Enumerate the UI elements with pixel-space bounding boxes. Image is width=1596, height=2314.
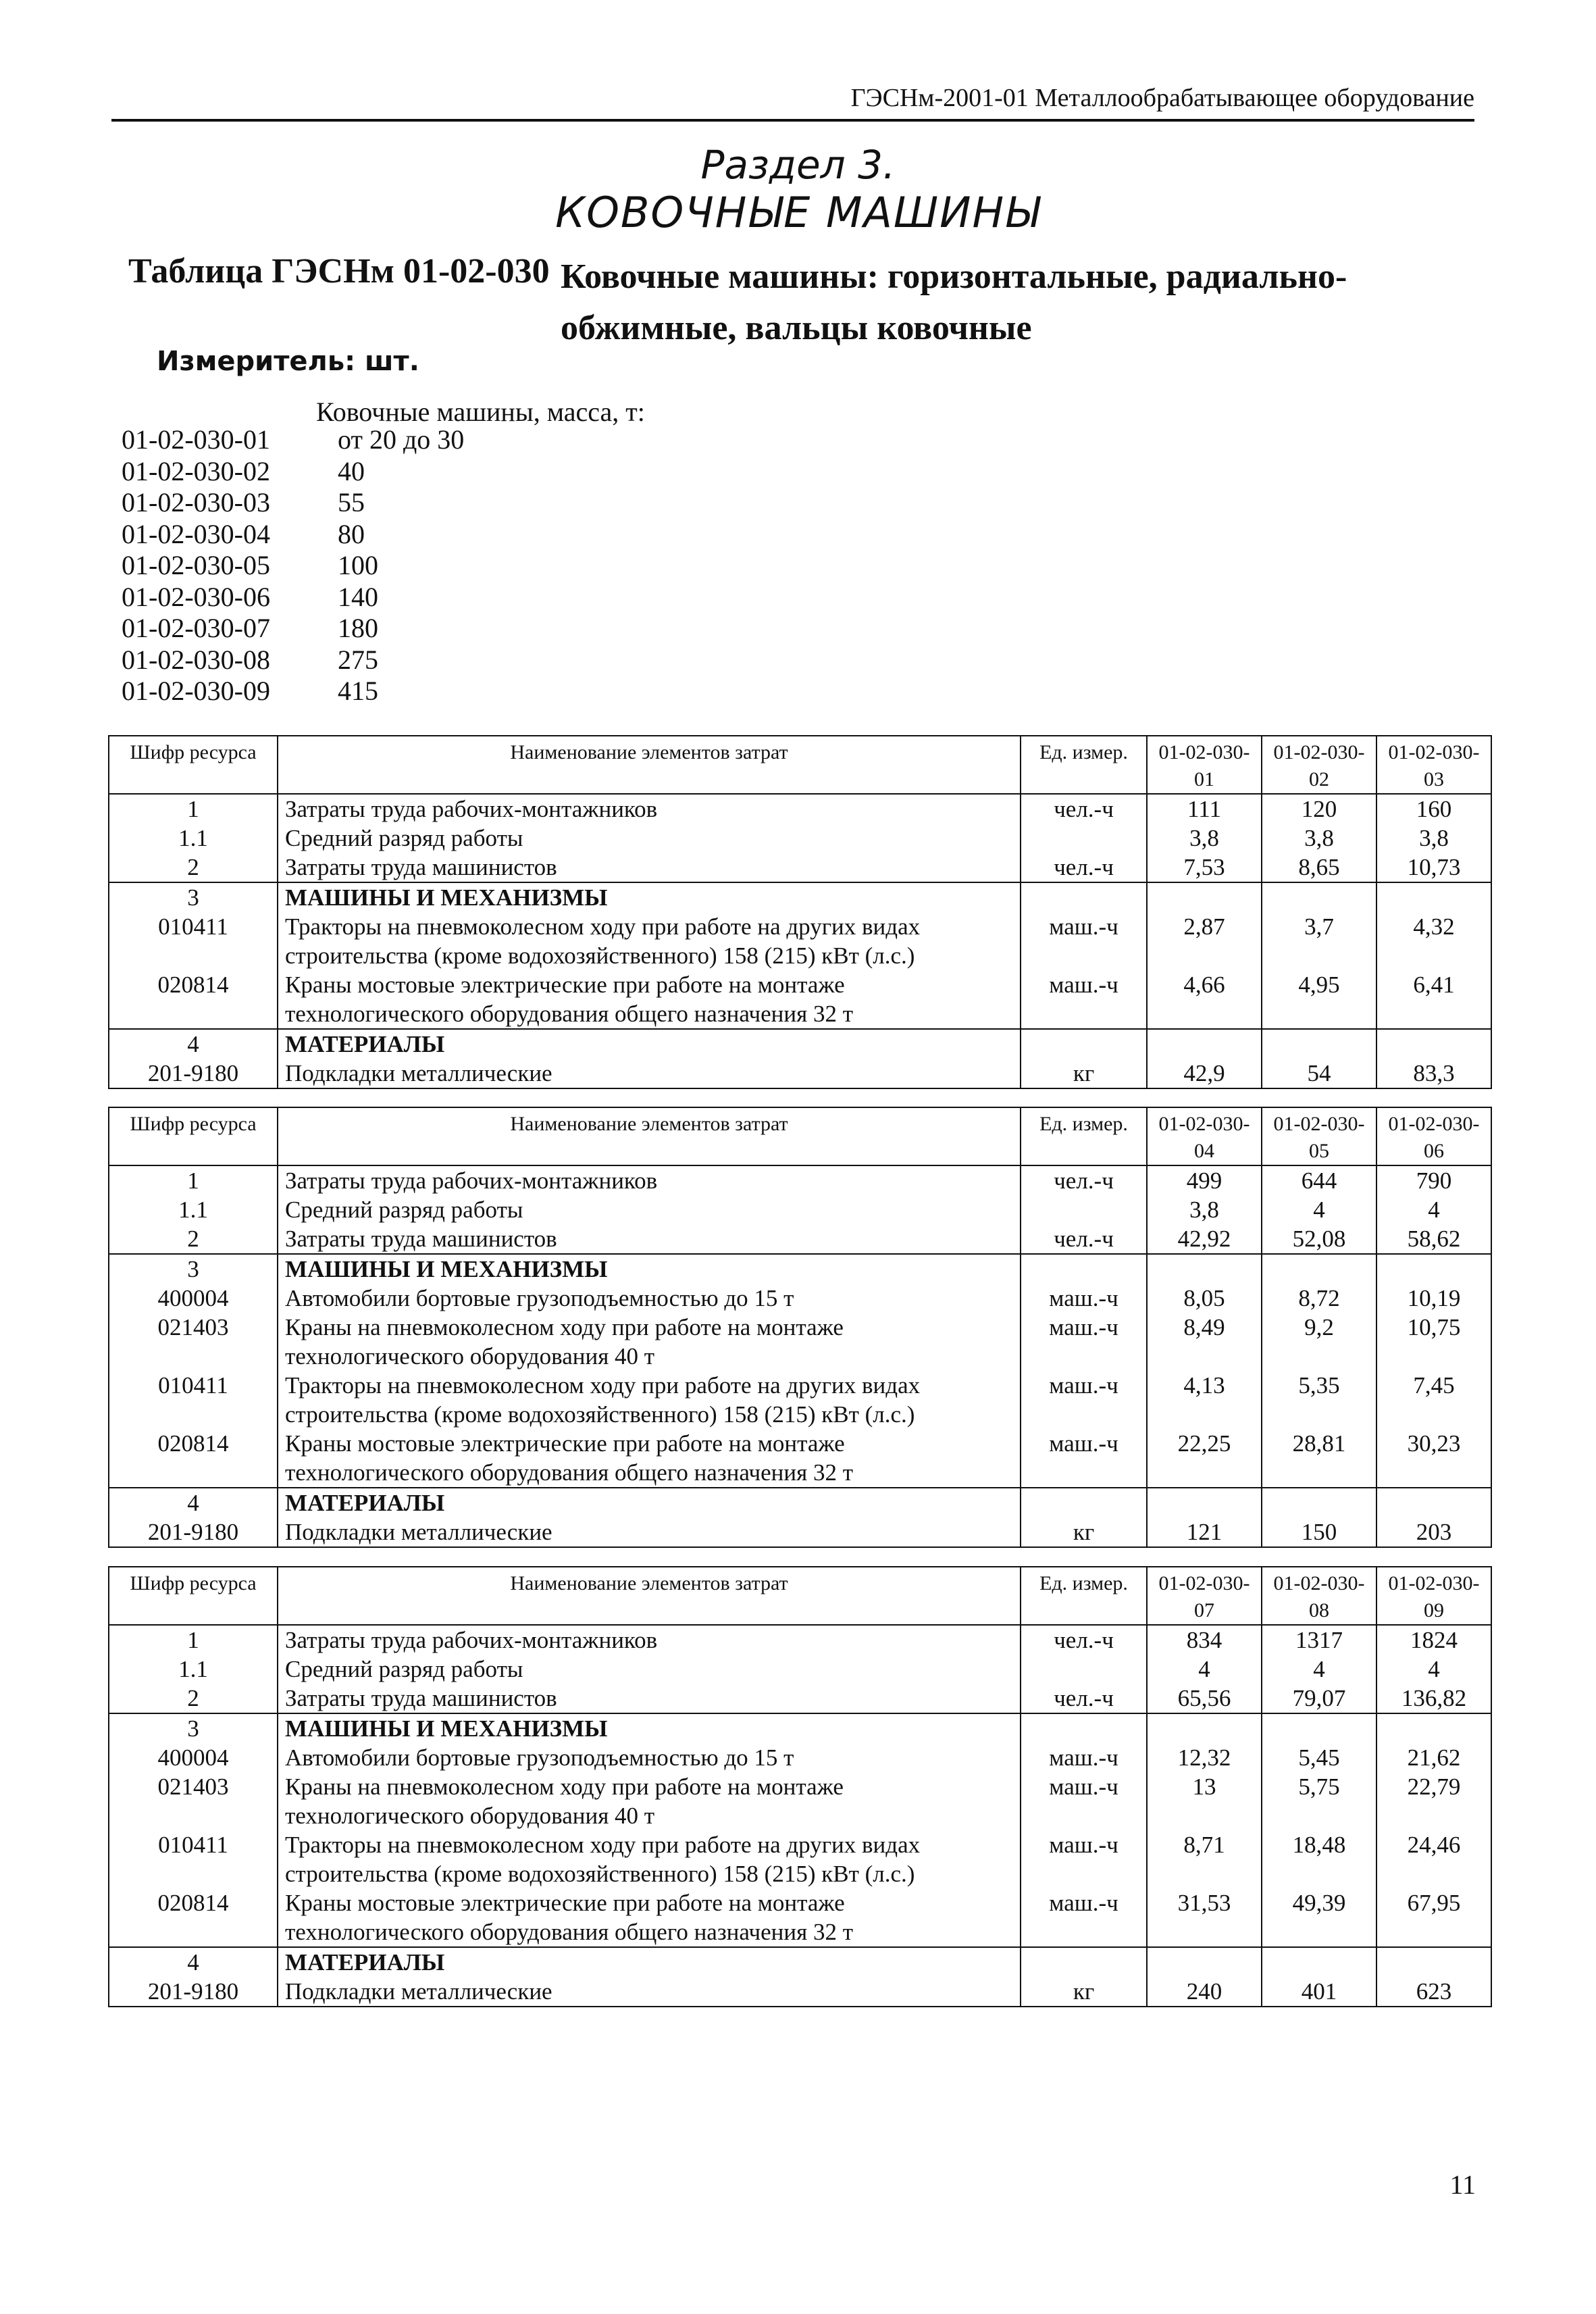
cost-name-cell: Средний разряд работы [278, 1655, 1021, 1684]
value-cell [1376, 1029, 1491, 1059]
value-cell: 6,41 [1376, 970, 1491, 1029]
value-cell: 121 [1147, 1517, 1262, 1547]
table-row [109, 1517, 1491, 1547]
section-row [109, 882, 1491, 912]
value-cell [1376, 1488, 1491, 1517]
section-title: КОВОЧНЫЕ МАШИНЫ [555, 188, 1041, 237]
cost-name-cell: МАШИНЫ И МЕХАНИЗМЫ [278, 1713, 1021, 1743]
cost-table-1 [108, 735, 1492, 1089]
table-row [109, 1371, 1491, 1429]
table-row [109, 1195, 1491, 1224]
value-cell: 49,39 [1262, 1888, 1376, 1947]
value-cell: 150 [1262, 1517, 1376, 1547]
table-row [109, 912, 1491, 970]
value-cell: 834 [1147, 1625, 1262, 1655]
unit-cell: маш.-ч [1021, 1888, 1147, 1947]
value-cell: 4,95 [1262, 970, 1376, 1029]
unit-cell: кг [1021, 1059, 1147, 1088]
cost-name-cell: Затраты труда рабочих-монтажников [278, 794, 1021, 824]
value-cell: 4 [1147, 1655, 1262, 1684]
unit-cell [1021, 1655, 1147, 1684]
value-cell [1262, 1254, 1376, 1284]
value-cell: 4 [1376, 1655, 1491, 1684]
header-norm-code: 01-02-030-06 [1376, 1107, 1491, 1165]
section-row [109, 1488, 1491, 1517]
value-cell: 67,95 [1376, 1888, 1491, 1947]
cost-name-cell: Краны на пневмоколесном ходу при работе на монтаже технологического оборудования 40 т [278, 1772, 1021, 1830]
value-cell: 120 [1262, 794, 1376, 824]
value-cell [1262, 1713, 1376, 1743]
table-row [109, 1772, 1491, 1830]
unit-cell: чел.-ч [1021, 1684, 1147, 1713]
mass-value: 55 [338, 487, 365, 518]
section-row [109, 1947, 1491, 1977]
value-cell [1147, 1713, 1262, 1743]
resource-code-cell: 1.1 [109, 1655, 278, 1684]
table-row [109, 1429, 1491, 1488]
unit-cell: чел.-ч [1021, 853, 1147, 882]
value-cell: 83,3 [1376, 1059, 1491, 1088]
resource-code-cell: 201-9180 [109, 1517, 278, 1547]
resource-code-cell: 020814 [109, 970, 278, 1029]
value-cell: 10,75 [1376, 1313, 1491, 1371]
resource-code-cell: 010411 [109, 1371, 278, 1429]
unit-cell: чел.-ч [1021, 794, 1147, 824]
resource-code: 01-02-030-06 [122, 581, 270, 612]
value-cell: 21,62 [1376, 1743, 1491, 1772]
unit-cell: маш.-ч [1021, 912, 1147, 970]
table-description: Ковочные машины: горизонтальные, радиально-обжимные, вальцы ковочные [561, 257, 1347, 347]
cost-name-cell: МАТЕРИАЛЫ [278, 1488, 1021, 1517]
table-header-row [109, 1107, 1491, 1165]
unit-cell [1021, 1254, 1147, 1284]
value-cell: 203 [1376, 1517, 1491, 1547]
mass-value: от 20 до 30 [338, 424, 465, 455]
value-cell: 13 [1147, 1772, 1262, 1830]
mass-value: 180 [338, 613, 378, 643]
value-cell [1262, 1947, 1376, 1977]
value-cell: 30,23 [1376, 1429, 1491, 1488]
value-cell: 9,2 [1262, 1313, 1376, 1371]
resource-code-cell: 3 [109, 1713, 278, 1743]
section-row [109, 1254, 1491, 1284]
header-cost-name: Наименование элементов затрат [278, 736, 1021, 794]
resource-code-cell: 400004 [109, 1284, 278, 1313]
table-row [109, 1284, 1491, 1313]
unit-cell [1021, 1195, 1147, 1224]
resource-code-cell: 3 [109, 1254, 278, 1284]
value-cell: 24,46 [1376, 1830, 1491, 1888]
value-cell: 58,62 [1376, 1224, 1491, 1254]
header-unit: Ед. измер. [1021, 1567, 1147, 1625]
unit-cell: маш.-ч [1021, 970, 1147, 1029]
value-cell: 8,05 [1147, 1284, 1262, 1313]
table-row [109, 1224, 1491, 1254]
value-cell: 3,8 [1147, 1195, 1262, 1224]
table-row [109, 1313, 1491, 1371]
header-norm-code: 01-02-030-04 [1147, 1107, 1262, 1165]
header-norm-code: 01-02-030-02 [1262, 736, 1376, 794]
code-line [122, 613, 378, 644]
value-cell: 4 [1262, 1195, 1376, 1224]
value-cell: 54 [1262, 1059, 1376, 1088]
resource-code-cell: 1 [109, 1625, 278, 1655]
value-cell [1147, 882, 1262, 912]
value-cell: 3,8 [1376, 824, 1491, 853]
code-line [122, 424, 464, 455]
table-row [109, 1655, 1491, 1684]
header-norm-code: 01-02-030-08 [1262, 1567, 1376, 1625]
unit-cell: маш.-ч [1021, 1284, 1147, 1313]
value-cell: 3,7 [1262, 912, 1376, 970]
code-line [122, 645, 378, 676]
value-cell: 8,71 [1147, 1830, 1262, 1888]
header-norm-code: 01-02-030-05 [1262, 1107, 1376, 1165]
code-line [122, 519, 365, 550]
resource-code: 01-02-030-01 [122, 424, 270, 455]
value-cell: 160 [1376, 794, 1491, 824]
mass-value: 275 [338, 644, 378, 675]
value-cell: 111 [1147, 794, 1262, 824]
cost-name-cell: Тракторы на пневмоколесном ходу при работе на других видах строительства (кроме водохозяйственного) 158 (215) кВт (л.с.) [278, 912, 1021, 970]
section-number: Раздел 3. [700, 142, 896, 188]
value-cell: 10,73 [1376, 853, 1491, 882]
cost-name-cell: Тракторы на пневмоколесном ходу при работе на других видах строительства (кроме водохозяйственного) 158 (215) кВт (л.с.) [278, 1830, 1021, 1888]
unit-cell: чел.-ч [1021, 1165, 1147, 1195]
value-cell [1262, 882, 1376, 912]
cost-name-cell: МАТЕРИАЛЫ [278, 1947, 1021, 1977]
table-row [109, 824, 1491, 853]
table-row [109, 1830, 1491, 1888]
value-cell: 136,82 [1376, 1684, 1491, 1713]
header-norm-code: 01-02-030-01 [1147, 736, 1262, 794]
cost-name-cell: Затраты труда машинистов [278, 853, 1021, 882]
resource-code-cell: 2 [109, 1224, 278, 1254]
cost-table-3 [108, 1566, 1492, 2007]
header-resource-code: Шифр ресурса [109, 1107, 278, 1165]
value-cell: 4 [1376, 1195, 1491, 1224]
resource-code-cell: 1.1 [109, 1195, 278, 1224]
header-cost-name: Наименование элементов затрат [278, 1107, 1021, 1165]
value-cell: 5,35 [1262, 1371, 1376, 1429]
table-row [109, 1743, 1491, 1772]
table-row [109, 1888, 1491, 1947]
resource-code-cell: 010411 [109, 1830, 278, 1888]
value-cell: 42,9 [1147, 1059, 1262, 1088]
value-cell: 623 [1376, 1977, 1491, 2007]
value-cell: 240 [1147, 1977, 1262, 2007]
table-row [109, 1684, 1491, 1713]
codes-caption: Ковочные машины, масса, т: [316, 397, 645, 427]
header-norm-code: 01-02-030-03 [1376, 736, 1491, 794]
cost-name-cell: Автомобили бортовые грузоподъемностью до 15 т [278, 1284, 1021, 1313]
resource-code-cell: 020814 [109, 1888, 278, 1947]
value-cell: 18,48 [1262, 1830, 1376, 1888]
value-cell: 31,53 [1147, 1888, 1262, 1947]
value-cell: 7,45 [1376, 1371, 1491, 1429]
value-cell [1376, 1254, 1491, 1284]
value-cell [1376, 1713, 1491, 1743]
unit-cell [1021, 1029, 1147, 1059]
resource-code: 01-02-030-03 [122, 487, 270, 518]
table-header-row [109, 1567, 1491, 1625]
header-resource-code: Шифр ресурса [109, 736, 278, 794]
value-cell: 22,25 [1147, 1429, 1262, 1488]
header-resource-code: Шифр ресурса [109, 1567, 278, 1625]
table-label: Таблица ГЭСНм 01-02-030 [128, 252, 550, 291]
code-line [122, 487, 365, 518]
cost-name-cell: Средний разряд работы [278, 824, 1021, 853]
unit-cell: маш.-ч [1021, 1313, 1147, 1371]
mass-value: 140 [338, 581, 378, 612]
resource-code-cell: 020814 [109, 1429, 278, 1488]
unit-cell [1021, 1947, 1147, 1977]
value-cell [1376, 882, 1491, 912]
unit-cell [1021, 824, 1147, 853]
table-row [109, 853, 1491, 882]
cost-name-cell: Затраты труда машинистов [278, 1684, 1021, 1713]
code-line [122, 456, 365, 487]
cost-name-cell: Автомобили бортовые грузоподъемностью до 15 т [278, 1743, 1021, 1772]
value-cell: 5,45 [1262, 1743, 1376, 1772]
unit-cell [1021, 1488, 1147, 1517]
cost-name-cell: МАШИНЫ И МЕХАНИЗМЫ [278, 882, 1021, 912]
table-row [109, 794, 1491, 824]
value-cell [1147, 1488, 1262, 1517]
resource-code-cell: 2 [109, 1684, 278, 1713]
running-header: ГЭСНм-2001-01 Металлообрабатывающее оборудование [111, 82, 1474, 122]
unit-cell: маш.-ч [1021, 1772, 1147, 1830]
resource-code-cell: 4 [109, 1488, 278, 1517]
unit-cell: чел.-ч [1021, 1224, 1147, 1254]
unit-cell: маш.-ч [1021, 1743, 1147, 1772]
value-cell: 8,72 [1262, 1284, 1376, 1313]
resource-code: 01-02-030-04 [122, 518, 270, 549]
table-row [109, 1165, 1491, 1195]
resource-code-cell: 1 [109, 1165, 278, 1195]
unit-cell: чел.-ч [1021, 1625, 1147, 1655]
resource-code: 01-02-030-08 [122, 644, 270, 675]
value-cell: 79,07 [1262, 1684, 1376, 1713]
cost-table-2 [108, 1107, 1492, 1548]
mass-value: 100 [338, 550, 378, 580]
table-header-row [109, 736, 1491, 794]
resource-code-cell: 3 [109, 882, 278, 912]
value-cell: 499 [1147, 1165, 1262, 1195]
cost-name-cell: Средний разряд работы [278, 1195, 1021, 1224]
cost-name-cell: Подкладки металлические [278, 1517, 1021, 1547]
unit-cell [1021, 882, 1147, 912]
value-cell: 8,65 [1262, 853, 1376, 882]
resource-code-cell: 010411 [109, 912, 278, 970]
value-cell: 22,79 [1376, 1772, 1491, 1830]
table-row [109, 1977, 1491, 2007]
value-cell: 4,13 [1147, 1371, 1262, 1429]
value-cell: 12,32 [1147, 1743, 1262, 1772]
unit-cell: маш.-ч [1021, 1371, 1147, 1429]
value-cell [1262, 1488, 1376, 1517]
header-norm-code: 01-02-030-09 [1376, 1567, 1491, 1625]
value-cell: 42,92 [1147, 1224, 1262, 1254]
code-line [122, 550, 378, 581]
resource-code-cell: 4 [109, 1947, 278, 1977]
value-cell: 3,8 [1147, 824, 1262, 853]
resource-code: 01-02-030-02 [122, 455, 270, 486]
value-cell: 3,8 [1262, 824, 1376, 853]
value-cell [1376, 1947, 1491, 1977]
value-cell: 2,87 [1147, 912, 1262, 970]
resource-code-cell: 1 [109, 794, 278, 824]
cost-name-cell: Подкладки металлические [278, 1977, 1021, 2007]
unit-cell [1021, 1713, 1147, 1743]
resource-code-cell: 201-9180 [109, 1977, 278, 2007]
value-cell: 790 [1376, 1165, 1491, 1195]
value-cell: 4 [1262, 1655, 1376, 1684]
code-line [122, 676, 378, 707]
unit-cell: маш.-ч [1021, 1830, 1147, 1888]
cost-name-cell: Краны мостовые электрические при работе на монтаже технологического оборудования общего назначения 32 т [278, 970, 1021, 1029]
cost-name-cell: Затраты труда машинистов [278, 1224, 1021, 1254]
value-cell: 1317 [1262, 1625, 1376, 1655]
header-cost-name: Наименование элементов затрат [278, 1567, 1021, 1625]
value-cell [1147, 1947, 1262, 1977]
resource-code-cell: 1.1 [109, 824, 278, 853]
header-norm-code: 01-02-030-07 [1147, 1567, 1262, 1625]
code-line [122, 582, 378, 613]
resource-code-cell: 201-9180 [109, 1059, 278, 1088]
value-cell: 1824 [1376, 1625, 1491, 1655]
resource-code-cell: 400004 [109, 1743, 278, 1772]
value-cell: 4,66 [1147, 970, 1262, 1029]
section-row [109, 1029, 1491, 1059]
cost-name-cell: Затраты труда рабочих-монтажников [278, 1625, 1021, 1655]
cost-name-cell: МАШИНЫ И МЕХАНИЗМЫ [278, 1254, 1021, 1284]
value-cell: 644 [1262, 1165, 1376, 1195]
resource-code-cell: 021403 [109, 1313, 278, 1371]
resource-code-cell: 4 [109, 1029, 278, 1059]
value-cell: 10,19 [1376, 1284, 1491, 1313]
value-cell [1147, 1254, 1262, 1284]
cost-name-cell: Краны мостовые электрические при работе на монтаже технологического оборудования общего назначения 32 т [278, 1429, 1021, 1488]
value-cell: 4,32 [1376, 912, 1491, 970]
unit-cell: кг [1021, 1517, 1147, 1547]
mass-value: 415 [338, 676, 378, 706]
header-unit: Ед. измер. [1021, 736, 1147, 794]
cost-name-cell: Краны мостовые электрические при работе на монтаже технологического оборудования общего назначения 32 т [278, 1888, 1021, 1947]
page-number: 11 [1449, 2169, 1476, 2200]
cost-name-cell: МАТЕРИАЛЫ [278, 1029, 1021, 1059]
meter-unit: Измеритель: шт. [157, 346, 419, 377]
resource-code: 01-02-030-09 [122, 676, 270, 706]
header-unit: Ед. измер. [1021, 1107, 1147, 1165]
unit-cell: маш.-ч [1021, 1429, 1147, 1488]
resource-code: 01-02-030-05 [122, 550, 270, 580]
resource-code-cell: 2 [109, 853, 278, 882]
value-cell: 65,56 [1147, 1684, 1262, 1713]
resource-code: 01-02-030-07 [122, 613, 270, 643]
value-cell [1262, 1029, 1376, 1059]
value-cell: 401 [1262, 1977, 1376, 2007]
value-cell [1147, 1029, 1262, 1059]
value-cell: 28,81 [1262, 1429, 1376, 1488]
value-cell: 5,75 [1262, 1772, 1376, 1830]
section-row [109, 1713, 1491, 1743]
table-row [109, 1059, 1491, 1088]
resource-code-cell: 021403 [109, 1772, 278, 1830]
value-cell: 7,53 [1147, 853, 1262, 882]
value-cell: 8,49 [1147, 1313, 1262, 1371]
mass-value: 80 [338, 518, 365, 549]
cost-name-cell: Подкладки металлические [278, 1059, 1021, 1088]
table-row [109, 1625, 1491, 1655]
table-row [109, 970, 1491, 1029]
cost-name-cell: Затраты труда рабочих-монтажников [278, 1165, 1021, 1195]
cost-name-cell: Краны на пневмоколесном ходу при работе на монтаже технологического оборудования 40 т [278, 1313, 1021, 1371]
cost-name-cell: Тракторы на пневмоколесном ходу при работе на других видах строительства (кроме водохозяйственного) 158 (215) кВт (л.с.) [278, 1371, 1021, 1429]
value-cell: 52,08 [1262, 1224, 1376, 1254]
unit-cell: кг [1021, 1977, 1147, 2007]
mass-value: 40 [338, 455, 365, 486]
